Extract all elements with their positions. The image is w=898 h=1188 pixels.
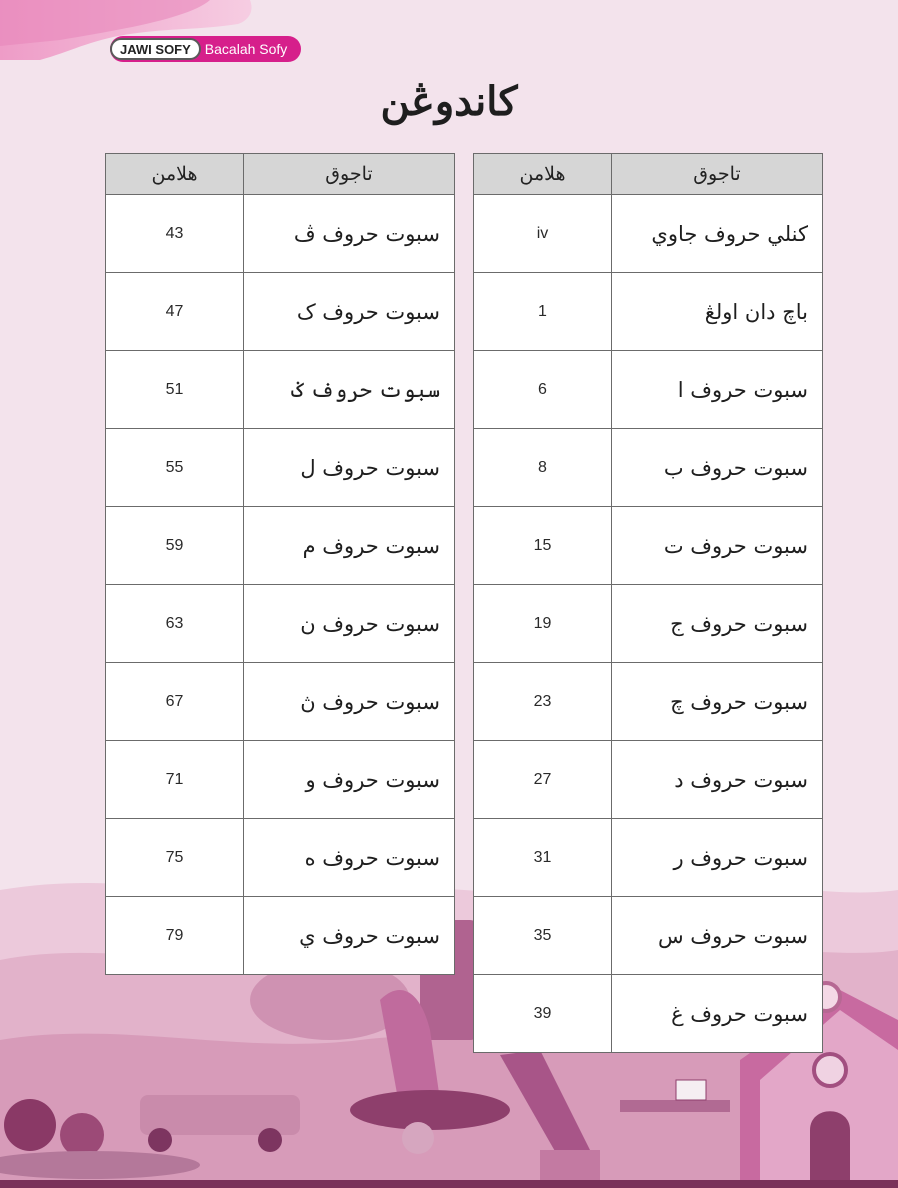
topic-cell: كنلي حروف جاوي xyxy=(612,195,823,273)
topic-header: تاجوق xyxy=(612,154,823,195)
table-row xyxy=(474,507,823,585)
table-row xyxy=(106,273,455,351)
toc-left-body xyxy=(106,195,455,975)
topic-cell: سبوت حروف س xyxy=(612,897,823,975)
page-number-cell: 39 xyxy=(474,975,612,1053)
topic-cell: سبوت حروف ب xyxy=(612,429,823,507)
topic-cell: سبوت حروف و xyxy=(244,741,455,819)
topic-cell: سبوت حروف ڽ xyxy=(244,663,455,741)
page-number-cell: 19 xyxy=(474,585,612,663)
table-row xyxy=(474,975,823,1053)
page-number-cell: 35 xyxy=(474,897,612,975)
topic-cell: سبوت حروف ه xyxy=(244,819,455,897)
page-number-cell: 31 xyxy=(474,819,612,897)
table-row xyxy=(474,273,823,351)
table-row xyxy=(474,897,823,975)
topic-cell: سبوت حروف ا xyxy=(612,351,823,429)
series-subtitle: Bacalah Sofy xyxy=(204,41,288,57)
table-row xyxy=(106,429,455,507)
page-number-cell: 47 xyxy=(106,273,244,351)
table-row xyxy=(106,585,455,663)
page-number-cell: 15 xyxy=(474,507,612,585)
toc-table-right xyxy=(473,153,823,1053)
topic-cell: سبوت حروف د xyxy=(612,741,823,819)
page-number-cell: 1 xyxy=(474,273,612,351)
page-number-cell: 8 xyxy=(474,429,612,507)
table-row xyxy=(474,351,823,429)
page-number-cell: 55 xyxy=(106,429,244,507)
page-number-cell: 67 xyxy=(106,663,244,741)
page-number-cell: 59 xyxy=(106,507,244,585)
page-number-cell: iv xyxy=(474,195,612,273)
table-row xyxy=(106,897,455,975)
table-row xyxy=(474,663,823,741)
table-row xyxy=(474,741,823,819)
topic-cell: سبوت حروف چ xyxy=(612,663,823,741)
topic-cell: سبوت حروف م xyxy=(244,507,455,585)
page-number-cell: 75 xyxy=(106,819,244,897)
table-row xyxy=(474,819,823,897)
topic-cell: سبوت حروف ي xyxy=(244,897,455,975)
page-header: هلامن xyxy=(474,154,612,195)
table-row xyxy=(474,195,823,273)
page-number-cell: 63 xyxy=(106,585,244,663)
page-number-cell: 23 xyxy=(474,663,612,741)
topic-cell: سبوت حروف ت xyxy=(612,507,823,585)
table-row xyxy=(106,351,455,429)
toc-table-left xyxy=(105,153,455,975)
page-title: كاندوڠن xyxy=(380,78,518,125)
page-number-cell: 6 xyxy=(474,351,612,429)
table-header-row xyxy=(474,154,823,195)
table-row xyxy=(474,429,823,507)
page-number-cell: 43 xyxy=(106,195,244,273)
topic-cell: سبوت حروف ڤ xyxy=(244,195,455,273)
table-header-row xyxy=(106,154,455,195)
toc-right-body xyxy=(474,195,823,1053)
page-number-cell: 27 xyxy=(474,741,612,819)
topic-cell: سبوت حروف ک xyxy=(244,273,455,351)
topic-header: تاجوق xyxy=(244,154,455,195)
table-row xyxy=(474,585,823,663)
page-number-cell: 51 xyxy=(106,351,244,429)
table-row xyxy=(106,741,455,819)
table-row xyxy=(106,819,455,897)
table-row xyxy=(106,507,455,585)
topic-cell: سبوت حروف ج xyxy=(612,585,823,663)
table-row xyxy=(106,663,455,741)
series-badge xyxy=(110,36,301,62)
table-row xyxy=(106,195,455,273)
topic-cell: سبوت حروف ݢ xyxy=(244,351,455,429)
page-header: هلامن xyxy=(106,154,244,195)
badge-pill xyxy=(110,36,301,62)
topic-cell: باچ دان اولڠ xyxy=(612,273,823,351)
topic-cell: سبوت حروف ل xyxy=(244,429,455,507)
page-number-cell: 79 xyxy=(106,897,244,975)
topic-cell: سبوت حروف غ xyxy=(612,975,823,1053)
topic-cell: سبوت حروف ر xyxy=(612,819,823,897)
topic-cell: سبوت حروف ن xyxy=(244,585,455,663)
page-number-cell: 71 xyxy=(106,741,244,819)
series-logo: JAWI SOFY xyxy=(110,38,201,60)
